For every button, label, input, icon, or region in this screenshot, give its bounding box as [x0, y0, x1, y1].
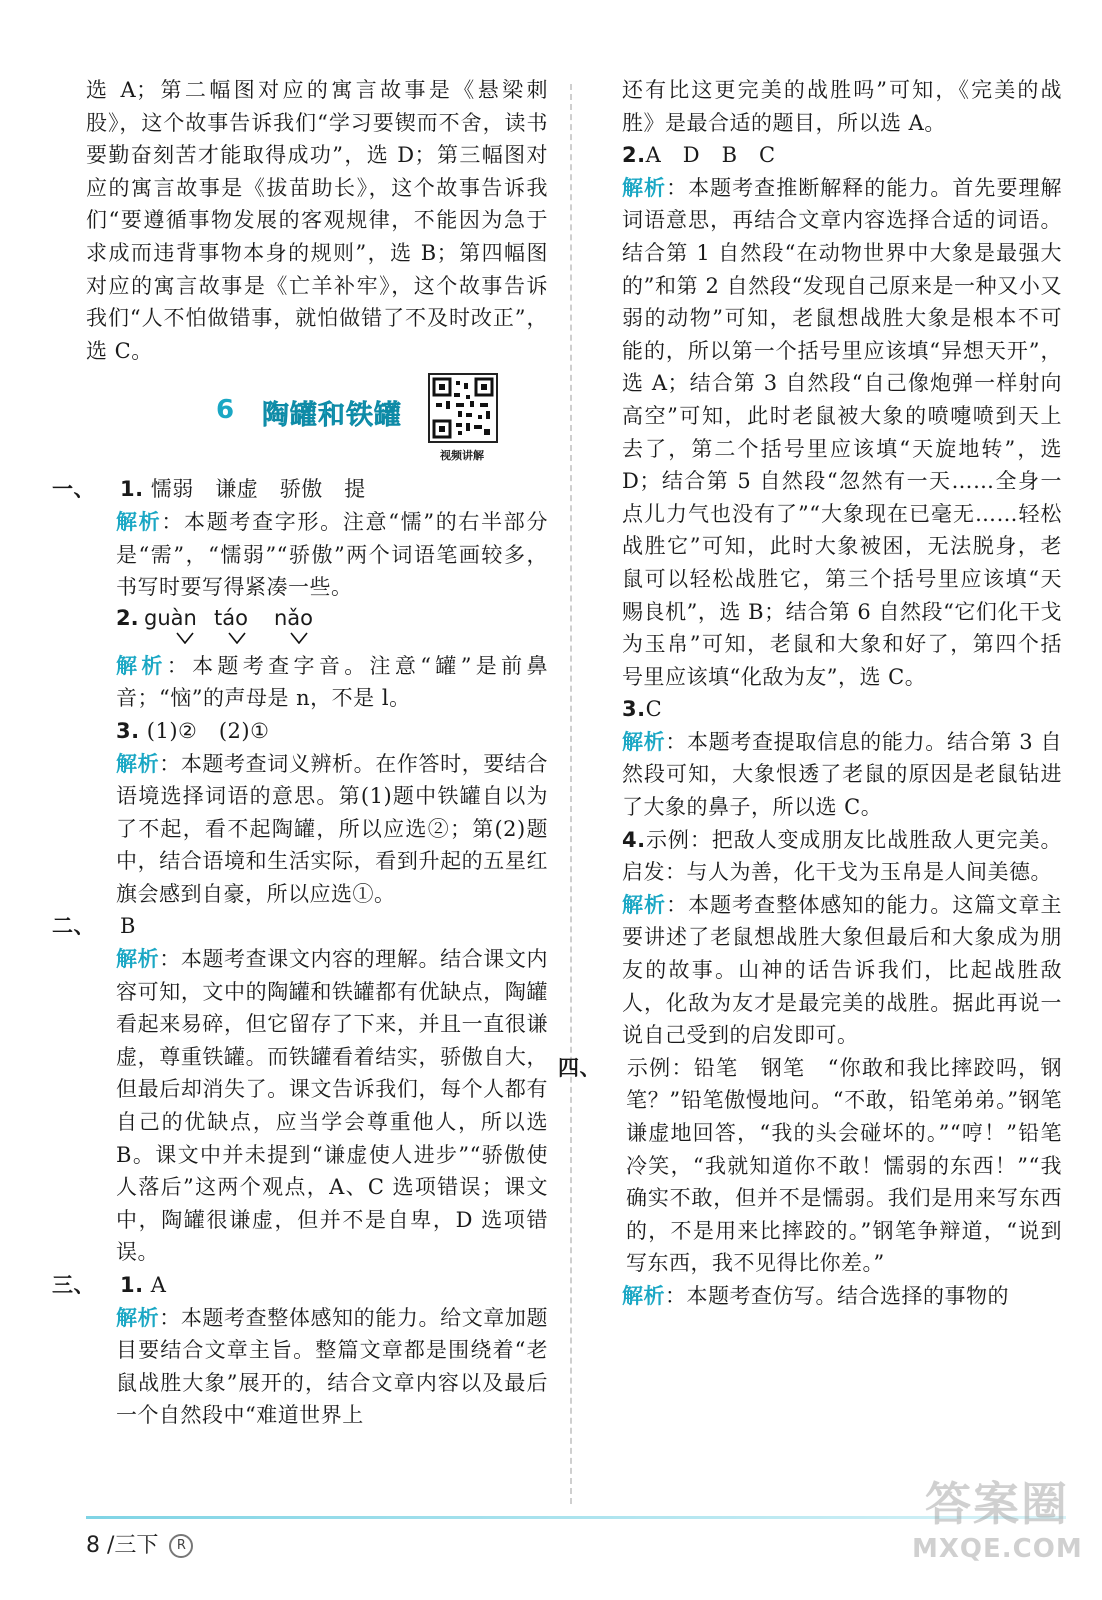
- question-number: 1.: [120, 1273, 144, 1297]
- lesson-header: [86, 373, 548, 469]
- answer-text: 懦弱 谦虚 骄傲 提: [150, 477, 366, 502]
- section-label: 四、: [558, 1055, 601, 1080]
- explanation: [592, 726, 1062, 824]
- watermark-text: 答案圈: [925, 1477, 1069, 1531]
- explanation-label: 解析: [116, 751, 160, 776]
- explanation-text: ：本题考查整体感知的能力。这篇文章主要讲述了老鼠想战胜大象但最后和大象成为朋友的故事。山神的话告诉我们，比起战胜敌人，化敌为友才是最完美的战胜。据此再说一说自己受到的启发即可。: [622, 892, 1063, 1048]
- tick-icon: [290, 632, 308, 644]
- paragraph: 选 A；第二幅图对应的寓言故事是《悬梁刺股》，这个故事告诉我们“学习要锲而不舍，读书要勤奋刻苦才能取得成功”，选 D；第三幅图对应的寓言故事是《拔苗助长》，这个故事告诉我们“要遵循事物发展的客观规律，不能因为急于求成而违背事物本身的规则”，选 B；第四幅图对应的寓言故事是《亡羊补牢》，这个故事告诉我们“人不怕做错事，就怕做错了不及时改正”，选 C。: [86, 78, 548, 363]
- qr-code-icon[interactable]: [428, 373, 498, 443]
- explanation-label: 解析: [116, 509, 162, 534]
- explanation-text: ：本题考查字形。注意“懦”的右半部分是“需”，“懦弱”“骄傲”两个词语笔画较多，书写时要写得紧凑一些。: [116, 509, 548, 600]
- explanation-label: 解析: [622, 729, 666, 754]
- explanation-text: ：本题考查整体感知的能力。给文章加题目要结合文章主旨。整篇文章都是围绕着“老鼠战胜大象”展开的，结合文章内容以及最后一个自然段中“难道世界上: [116, 1305, 549, 1428]
- answer-line: [592, 693, 1062, 726]
- edition-badge-icon: R: [169, 1534, 193, 1558]
- answer-line: [52, 473, 548, 506]
- question-number: 1.: [120, 477, 144, 502]
- explanation-label: 解析: [116, 1305, 160, 1330]
- explanation-text: ：本题考查提取信息的能力。结合第 3 自然段可知，大象恨透了老鼠的原因是老鼠钻进了大象的鼻子，所以选 C。: [622, 729, 1062, 820]
- answer-text: (1)② (2)①: [146, 718, 270, 743]
- explanation-text: ：本题考查仿写。结合选择的事物的: [665, 1283, 1009, 1308]
- page-number-value: 8: [86, 1533, 100, 1558]
- answer-line: [592, 139, 1062, 172]
- answer-text: B: [120, 914, 136, 939]
- explanation-label: 解析: [116, 947, 160, 972]
- explanation-text: ：本题考查课文内容的理解。结合课文内容可知，文中的陶罐和铁罐都有优缺点，陶罐看起来易碎，但它留存了下来，并且一直很谦虚，尊重铁罐。而铁罐看着结实，骄傲自大，但最后却消失了。课文告诉我们，每个人都有自己的优缺点，应当学会尊重他人，所以选 B。课文中并未提到“谦虚使人进步”“骄傲使人落后”这两个观点，A、C 选项错误；课文中，陶罐很谦虚，但并不是自卑，D 选项错误。: [116, 947, 549, 1265]
- tick-icon: [228, 632, 246, 644]
- answer-text: 示例：铅笔 钢笔 “你敢和我比摔跤吗，钢笔？”铅笔傲慢地问。“不敢，铅笔弟弟。”钢笔谦虚地回答，“我的头会碰坏的。”“哼！”铅笔冷笑，“我就知道你不敢！懦弱的东西！”“我确实不敢，但并不是懦弱。我们是用来写东西的，不是用来比摔跤的。”钢笔争辩道，“说到写东西，我不见得比你差。”: [626, 1055, 1062, 1276]
- section-label: 二、: [52, 914, 95, 939]
- watermark-url: MXQE.COM: [912, 1534, 1083, 1564]
- watermark: [912, 1468, 1082, 1588]
- lesson-title: 陶罐和铁罐: [262, 400, 402, 432]
- explanation: [86, 1302, 548, 1432]
- pinyin-1: guàn: [144, 605, 197, 630]
- question-number: 2.: [116, 605, 139, 630]
- explanation: [86, 748, 548, 911]
- question-number: 2.: [622, 143, 646, 168]
- explanation-label: 解析: [116, 653, 167, 678]
- explanation-label: 解析: [622, 892, 667, 917]
- left-column: [52, 74, 549, 1432]
- column-divider: [570, 84, 572, 1504]
- answer-line: [52, 1269, 548, 1302]
- qr-label: 视频讲解: [440, 449, 484, 463]
- answer-line: [558, 1052, 1062, 1280]
- page-number: [86, 1528, 193, 1559]
- explanation-text: ：本题考查字音。注意“罐”是前鼻音；“恼”的声母是 n，不是 l。: [116, 653, 548, 711]
- answer-line: [592, 824, 1062, 889]
- explanation-text: ：本题考查推断解释的能力。首先要理解词语意思，再结合文章内容选择合适的词语。结合第 1 自然段“在动物世界中大象是最强大的”和第 2 自然段“发现自己原来是一种又小又弱的动物”可知，老鼠想战胜大象是根本不可能的，所以第一个括号里应该填“异想天开”，选 A；结合第 3 自然段“自己像炮弹一样射向高空”可知，此时老鼠被大象的喷嚏喷到天上去了，第二个括号里应该填“天旋地转”，选 D；结合第 5 自然段“忽然有一天……全身一点儿力气也没有了”“大象现在已毫无……轻松战胜它”可知，此时大象被困，无法脱身，老鼠可以轻松战胜它，第三个括号里应该填“天赐良机”，选 B；结合第 6 自然段“它们化干戈为玉帛”可知，老鼠和大象和好了，第四个括号里应该填“化敌为友”，选 C。: [622, 175, 1063, 689]
- explanation: [592, 172, 1062, 694]
- question-number: 4.: [622, 827, 646, 852]
- right-column: [558, 74, 1063, 1313]
- explanation: [592, 1280, 1062, 1313]
- pinyin-3: nǎo: [274, 605, 314, 630]
- answer-text: A: [150, 1273, 167, 1297]
- lesson-number: 6: [216, 395, 235, 426]
- explanation: [86, 506, 548, 604]
- section-label: 一、: [52, 477, 95, 502]
- explanation-text: ：本题考查词义辨析。在作答时，要结合语境选择词语的意思。第(1)题中铁罐自以为了不起，看不起陶罐，所以应选②；第(2)题中，结合语境和生活实际，看到升起的五星红旗会感到自豪，所以应选①。: [116, 751, 549, 906]
- question-number: 3.: [116, 718, 140, 743]
- paragraph: 还有比这更完美的战胜吗”可知，《完美的战胜》是最合适的题目，所以选 A。: [622, 78, 1062, 135]
- answer-line: [86, 715, 548, 748]
- tick-icon: [176, 632, 194, 644]
- answer-text: 示例：把敌人变成朋友比战胜敌人更完美。启发：与人为善，化干戈为玉帛是人间美德。: [622, 827, 1062, 885]
- pinyin-answer: [86, 604, 548, 650]
- grade-label: /三下: [107, 1533, 159, 1558]
- explanation: [592, 889, 1062, 1052]
- question-number: 3.: [622, 697, 646, 722]
- explanation-label: 解析: [622, 1283, 665, 1308]
- answer-text: A D B C: [645, 143, 776, 168]
- pinyin-2: táo: [214, 605, 248, 630]
- explanation-label: 解析: [622, 175, 667, 200]
- section-label: 三、: [52, 1273, 95, 1297]
- explanation: [86, 650, 548, 715]
- explanation: [86, 943, 548, 1269]
- answer-text: C: [645, 697, 663, 722]
- answer-line: [52, 910, 548, 943]
